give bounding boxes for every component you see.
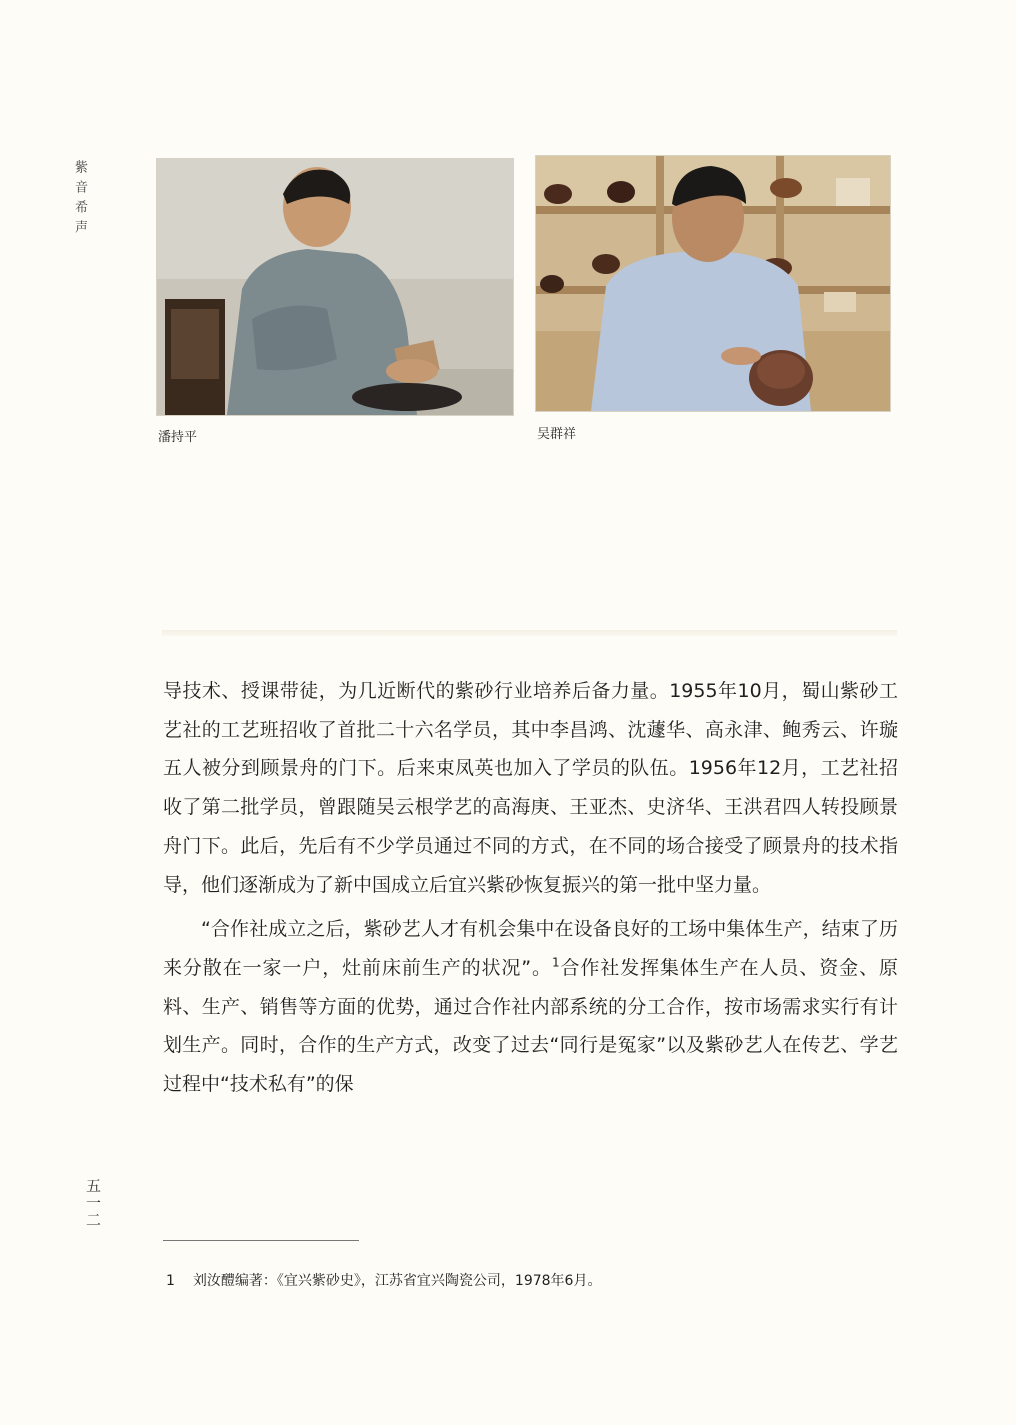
running-title: 紫音希声 <box>72 160 87 240</box>
footnote-text: 刘汝醴编著：《宜兴紫砂史》，江苏省宜兴陶瓷公司，1978年6月。 <box>192 1273 602 1289</box>
photo-pan-chiping <box>156 158 514 416</box>
body-text <box>163 672 898 1104</box>
paragraph-2 <box>163 910 898 1104</box>
photo-caption-right: 吴群祥 <box>537 427 577 442</box>
footnote-divider <box>163 1240 359 1241</box>
footnote <box>166 1270 601 1290</box>
footnote-number: 1 <box>166 1273 175 1289</box>
paragraph-2-continuation: 合作社发挥集体生产在人员、资金、原料、生产、销售等方面的优势，通过合作社内部系统的分工合作，按市场需求实行有计划生产。同时，合作的生产方式，改变了过去“同行是冤家”以及紫砂艺人在传艺、学艺过程中“技术私有”的保 <box>163 956 898 1096</box>
section-divider <box>162 630 897 636</box>
page-number: 五一二 <box>84 1178 102 1229</box>
paragraph-1: 导技术、授课带徒，为几近断代的紫砂行业培养后备力量。1955年10月，蜀山紫砂工艺社的工艺班招收了首批二十六名学员，其中李昌鸿、沈蘧华、高永津、鲍秀云、许璇五人被分到顾景舟的门下。后来束凤英也加入了学员的队伍。1956年12月，工艺社招收了第二批学员，曾跟随吴云根学艺的高海庚、王亚杰、史济华、王洪君四人转投顾景舟门下。此后，先后有不少学员通过不同的方式，在不同的场合接受了顾景舟的技术指导，他们逐渐成为了新中国成立后宜兴紫砂恢复振兴的第一批中坚力量。 <box>163 680 898 896</box>
photo-caption-left: 潘持平 <box>158 430 198 445</box>
quoted-passage: “合作社成立之后，紫砂艺人才有机会集中在设备良好的工场中集体生产，结束了历来分散在一家一户，灶前床前生产的状况”。 <box>163 918 898 979</box>
footnote-reference[interactable]: 1 <box>551 955 560 970</box>
photo-wu-qunxiang <box>535 155 891 412</box>
